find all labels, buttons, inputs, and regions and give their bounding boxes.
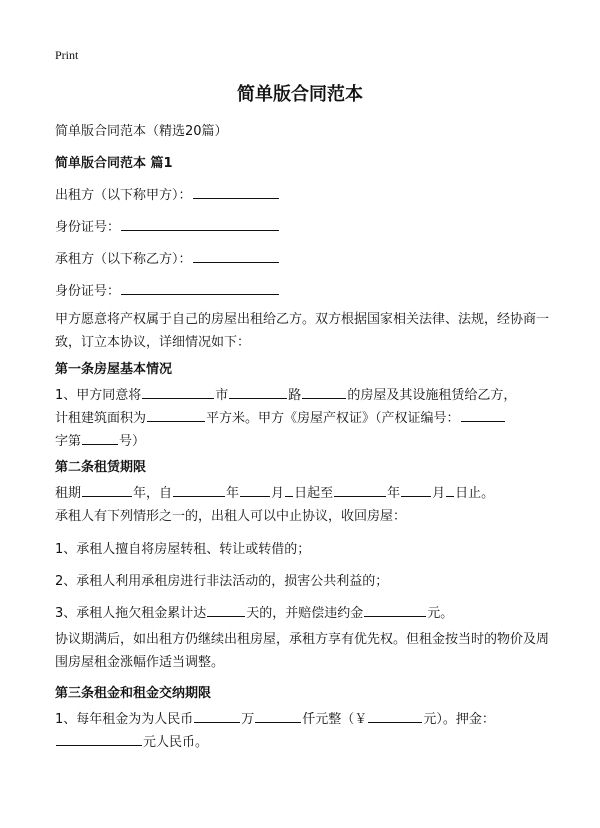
lessor-line — [55, 184, 555, 203]
print-label: Print — [55, 48, 79, 62]
text-segment: 1、甲方同意将 — [55, 388, 142, 403]
lessor-id-blank[interactable] — [121, 216, 279, 231]
article3-paragraph — [55, 708, 555, 754]
start-day-blank[interactable] — [285, 482, 293, 497]
road-blank[interactable] — [229, 384, 287, 399]
text-segment: 租期 — [55, 486, 82, 501]
overdue-days-blank[interactable] — [207, 602, 245, 617]
text-segment: 平方米。甲方《房屋产权证》（产权证编号： — [206, 411, 460, 426]
end-month-blank[interactable] — [401, 482, 431, 497]
article1-title: 第一条房屋基本情况 — [55, 362, 173, 377]
article2-paragraph — [55, 482, 555, 528]
document-subtitle: 简单版合同范本（精选20篇） — [55, 124, 228, 139]
term-years-blank[interactable] — [82, 482, 132, 497]
deposit-blank[interactable] — [56, 731, 142, 746]
end-day-blank[interactable] — [446, 482, 454, 497]
lessee-label: 承租方（以下称乙方）： — [55, 252, 192, 267]
start-year-blank[interactable] — [173, 482, 225, 497]
rent-wan-blank[interactable] — [194, 708, 240, 723]
penalty-blank[interactable] — [364, 602, 426, 617]
text-segment: 日起至 — [294, 486, 334, 501]
lessee-blank[interactable] — [193, 248, 279, 263]
lessor-label: 出租方（以下称甲方）： — [55, 188, 192, 203]
text-segment: 元人民币。 — [143, 735, 209, 750]
city-blank[interactable] — [142, 384, 214, 399]
lessee-id-label: 身份证号： — [55, 284, 121, 299]
text-segment: 计租建筑面积为 — [55, 411, 147, 426]
text-segment: 月 — [432, 486, 446, 501]
start-month-blank[interactable] — [240, 482, 270, 497]
text-segment: 元）。押金： — [423, 712, 495, 727]
lessor-blank[interactable] — [193, 184, 279, 199]
article2-expiry-paragraph: 协议期满后，如出租方仍继续出租房屋，承租方享有优先权。但租金按当时的物价及周围房屋租金涨幅作适当调整。 — [55, 632, 550, 670]
lessee-id-blank[interactable] — [121, 280, 279, 295]
article2-title: 第二条租赁期限 — [55, 460, 147, 475]
text-segment: 元。 — [427, 606, 454, 621]
text-segment: 的房屋及其设施租赁给乙方， — [347, 388, 517, 403]
number-blank[interactable] — [302, 384, 346, 399]
cert-no-blank[interactable] — [82, 430, 118, 445]
lessee-id-line — [55, 280, 555, 299]
text-segment: 年 — [226, 486, 240, 501]
text-segment: 仟元整（￥ — [302, 712, 368, 727]
lessee-line — [55, 248, 555, 267]
text-segment: 万 — [241, 712, 255, 727]
article1-paragraph — [55, 384, 555, 453]
text-segment: 年，自 — [133, 486, 173, 501]
article2-item-2: 2、承租人利用承租房进行非法活动的，损害公共利益的； — [55, 574, 389, 589]
intro-paragraph: 甲方愿意将产权属于自己的房屋出租给乙方。双方根据国家相关法律、法规，经协商一致，订立本协议，详细情况如下： — [55, 312, 550, 350]
section-title: 简单版合同范本 篇1 — [55, 156, 173, 171]
text-segment: 1、每年租金为为人民币 — [55, 712, 194, 727]
text-segment: 天的，并赔偿违约金 — [246, 606, 364, 621]
text-segment: 月 — [271, 486, 285, 501]
area-blank[interactable] — [147, 407, 205, 422]
end-year-blank[interactable] — [334, 482, 386, 497]
rent-qian-blank[interactable] — [255, 708, 301, 723]
text-segment: 日止。 — [455, 486, 495, 501]
cert-number-blank[interactable] — [461, 407, 505, 422]
document-title: 简单版合同范本 — [237, 84, 363, 105]
rent-amount-blank[interactable] — [368, 708, 422, 723]
text-segment: 市 — [215, 388, 229, 403]
article3-title: 第三条租金和租金交纳期限 — [55, 686, 212, 701]
text-segment: 字第 — [55, 434, 82, 449]
text-segment: 3、承租人拖欠租金累计达 — [55, 606, 207, 621]
article2-item-1: 1、承租人擅自将房屋转租、转让或转借的； — [55, 542, 311, 557]
article2-item-3 — [55, 602, 555, 621]
lessor-id-line — [55, 216, 555, 235]
text-segment: 号） — [119, 434, 146, 449]
lessor-id-label: 身份证号： — [55, 220, 121, 235]
text-segment: 年 — [387, 486, 401, 501]
text-segment: 路 — [288, 388, 302, 403]
text-segment: 承租人有下列情形之一的，出租人可以中止协议，收回房屋： — [55, 509, 407, 524]
